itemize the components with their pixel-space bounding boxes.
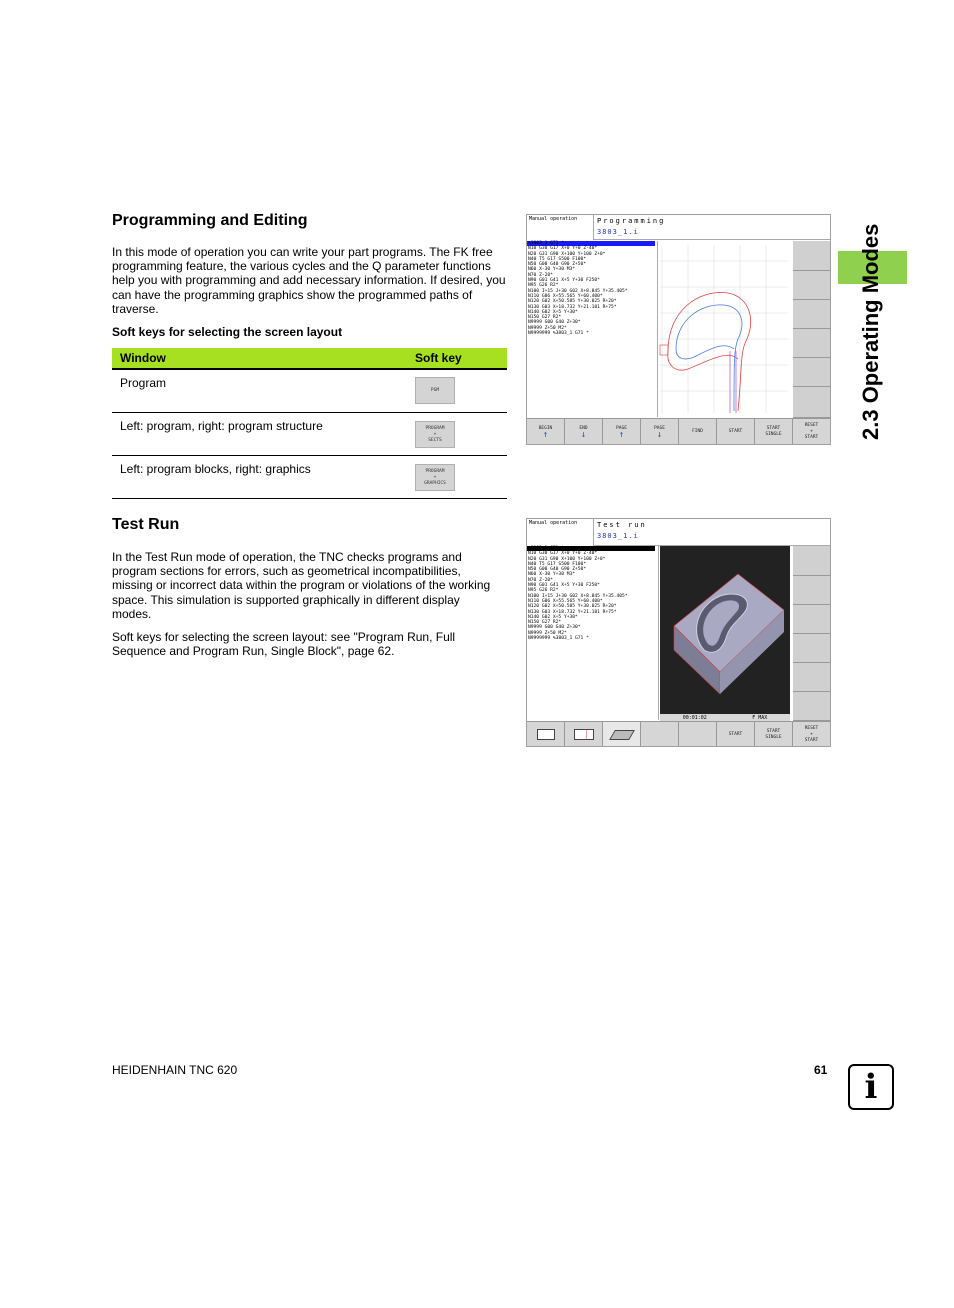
down-arrow-icon: ↓ [580, 429, 587, 440]
simulation-pane [660, 546, 790, 714]
softkey-bar [527, 721, 830, 747]
file-name: 3803_1.i [597, 532, 639, 540]
page-number: 61 [814, 1063, 828, 1077]
section-paragraph-programming: In this mode of operation you can write your part programs. The FK free programming feature, the various cycles and the Q parameter functions help you with programming and add necessary information. If desired, you can have the programming graphics show the programmed paths of traverse. [112, 245, 506, 316]
vertical-softkey [793, 605, 830, 634]
begin-softkey[interactable]: BEGIN ↑ [527, 419, 565, 444]
info-icon: i [848, 1064, 894, 1110]
softkey-bar [527, 418, 830, 444]
table-row [112, 455, 507, 499]
nc-program-code: %3803_1 G71 * N10 G30 G17 X+0 Y+0 Z-40* N20 G31 G90 X+100 Y+100 Z+0* N40 T5 G17 S500 F100* N50 G00 G40 G90 Z+50* N60 X-30 Y+30 M3* N70 Z-20* N90 G01 G41 X+5 Y+30 F250* N95 G26 R2* N100 I+15 J+30 G02 X+8.845 Y+35.405* N110 G06 X+55.565 Y+60.400* N120 G02 X+50.585 Y+30.025 R+20* N130 G03 X+18.732 Y+21.181 R+75* N140 G02 X+5 Y+30* N150 G27 R2* N9999 G00 G40 Z+30* N9999 Z+50 M2* N9999999 %3803_1 G71 * [528, 546, 628, 642]
mode-label: Manual operation [529, 216, 578, 222]
header-softkey: Soft key [415, 351, 462, 365]
workpiece-3d-graphic [660, 546, 790, 714]
section-heading-programming: Programming and Editing [112, 212, 308, 229]
status-bar [660, 714, 790, 721]
vertical-softkey [793, 663, 830, 692]
table-row [112, 368, 507, 412]
vertical-softkey [793, 634, 830, 663]
programming-screenshot [526, 214, 831, 445]
section-paragraph-softkeys: Soft keys for selecting the screen layout: see "Program Run, Full Sequence and Program Run, Single Block", page 62. [112, 630, 456, 659]
vertical-softkey [793, 241, 830, 271]
table-row [112, 412, 507, 455]
page-down-softkey[interactable]: PAGE ↓ [641, 419, 679, 444]
file-name: 3803_1.i [597, 228, 639, 236]
programming-graphic [658, 241, 790, 417]
vertical-softkey [793, 329, 830, 358]
split-window-icon [574, 729, 594, 740]
page-up-softkey[interactable]: PAGE ↑ [603, 419, 641, 444]
vertical-softkey [793, 271, 830, 300]
program-pane [527, 546, 659, 720]
reset-start-softkey[interactable]: RESET + START [793, 722, 830, 747]
start-softkey[interactable]: START [717, 722, 755, 747]
up-arrow-icon: ↑ [618, 429, 625, 440]
footer-product: HEIDENHAIN TNC 620 [112, 1063, 238, 1077]
table-caption: Soft keys for selecting the screen layout [112, 325, 343, 339]
end-softkey[interactable]: END ↓ [565, 419, 603, 444]
program-pane [527, 241, 658, 417]
row-label: Left: program, right: program structure [120, 419, 323, 433]
section-paragraph-test-run: In the Test Run mode of operation, the TNC checks programs and program sections for errors, such as geometrical incompatibilities, missing or incorrect data within the program or violations of the working space. This simulation is supported graphically in different display modes. [112, 550, 491, 621]
window-icon [537, 729, 555, 740]
program-graphics-softkey: PROGRAM + GRAPHICS [415, 464, 455, 491]
screen-title: Programming [597, 217, 666, 225]
header-window: Window [120, 351, 166, 365]
start-softkey[interactable]: START [717, 419, 755, 444]
test-run-screenshot [526, 518, 831, 747]
up-arrow-icon: ↑ [542, 429, 549, 440]
section-heading-test-run: Test Run [112, 516, 180, 533]
down-arrow-icon: ↓ [656, 429, 663, 440]
vertical-softkey [793, 546, 830, 576]
elapsed-time: 00:01:02 [682, 714, 707, 721]
workpiece-icon [609, 730, 635, 740]
vertical-softkey [793, 300, 830, 329]
feed-rate: F MAX [752, 714, 768, 721]
program-sects-softkey: PROGRAM + SECTS [415, 421, 455, 448]
title-box [593, 519, 830, 546]
chapter-title: 2.3 Operating Modes [858, 223, 883, 440]
vertical-softkey [793, 387, 830, 418]
row-label: Left: program blocks, right: graphics [120, 462, 311, 476]
mode-label: Manual operation [529, 520, 578, 526]
reset-start-softkey[interactable]: RESET + START [793, 419, 830, 444]
screen-title: Test run [597, 521, 647, 529]
vertical-softkey [793, 692, 830, 721]
layout-program-softkey[interactable] [527, 722, 565, 747]
row-label: Program [120, 376, 167, 390]
start-single-softkey[interactable]: START SINGLE [755, 722, 793, 747]
empty-softkey [679, 722, 717, 747]
title-box [593, 215, 830, 240]
vertical-softkey [793, 576, 830, 605]
layout-split-softkey[interactable] [565, 722, 603, 747]
layout-graphics-softkey[interactable] [603, 722, 641, 747]
nc-program-code: %3803_1 G71 * N10 G30 G17 X+0 Y+0 Z-40* N20 G31 G90 X+100 Y+100 Z+0* N40 T5 G17 S500 F100* N50 G00 G40 G90 Z+50* N60 X-30 Y+30 M3* N70 Z-20* N90 G01 G41 X+5 Y+30 F250* N95 G26 R2* N100 I+15 J+30 G02 X+8.845 Y+35.405* N110 G06 X+55.565 Y+60.400* N120 G02 X+50.585 Y+30.025 R+20* N130 G03 X+18.732 Y+21.181 R+75* N140 G02 X+5 Y+30* N150 G27 R2* N9999 G00 G40 Z+30* N9999 Z+50 M2* N9999999 %3803_1 G71 * [528, 241, 628, 337]
start-single-softkey[interactable]: START SINGLE [755, 419, 793, 444]
find-softkey[interactable]: FIND [679, 419, 717, 444]
pgm-softkey: PGM [415, 377, 455, 404]
vertical-softkey [793, 358, 830, 387]
empty-softkey [641, 722, 679, 747]
table-header [112, 348, 507, 368]
graphics-pane [658, 241, 790, 417]
softkey-table [112, 348, 507, 499]
